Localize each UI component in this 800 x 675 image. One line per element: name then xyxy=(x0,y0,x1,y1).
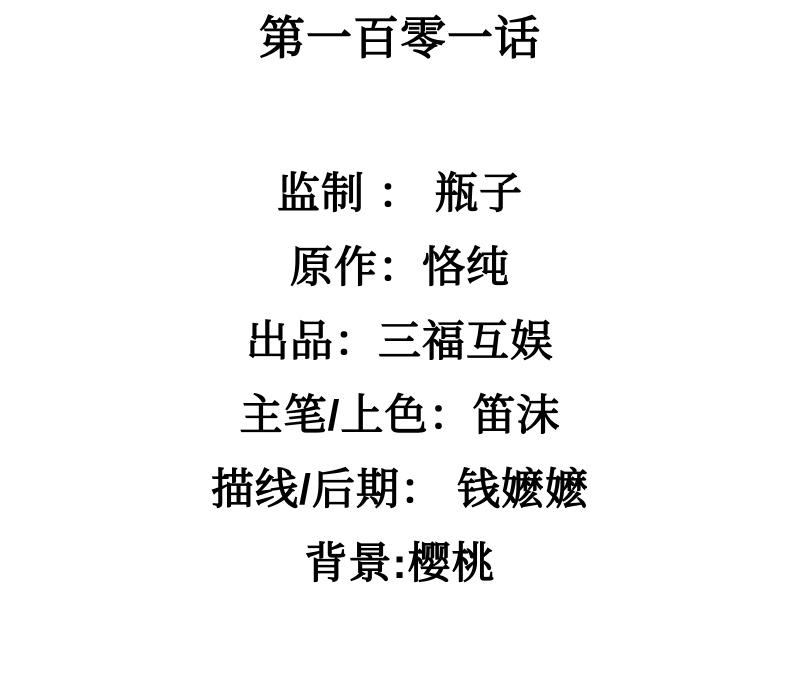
chapter-title: 第一百零一话 xyxy=(259,12,541,64)
credit-line-original-author: 原作：恪纯 xyxy=(290,244,510,292)
credits-list xyxy=(0,157,800,601)
credit-line-background-artist: 背景:樱桃 xyxy=(304,540,496,588)
credit-line-producer: 出品：三福互娱 xyxy=(246,318,554,366)
credit-line-supervisor: 监制 ： 瓶子 xyxy=(277,170,523,218)
credit-line-inking-postproduction: 描线/后期： 钱嬷嬷 xyxy=(211,466,589,514)
credit-line-artist-colorist: 主笔/上色：笛沫 xyxy=(239,392,561,440)
